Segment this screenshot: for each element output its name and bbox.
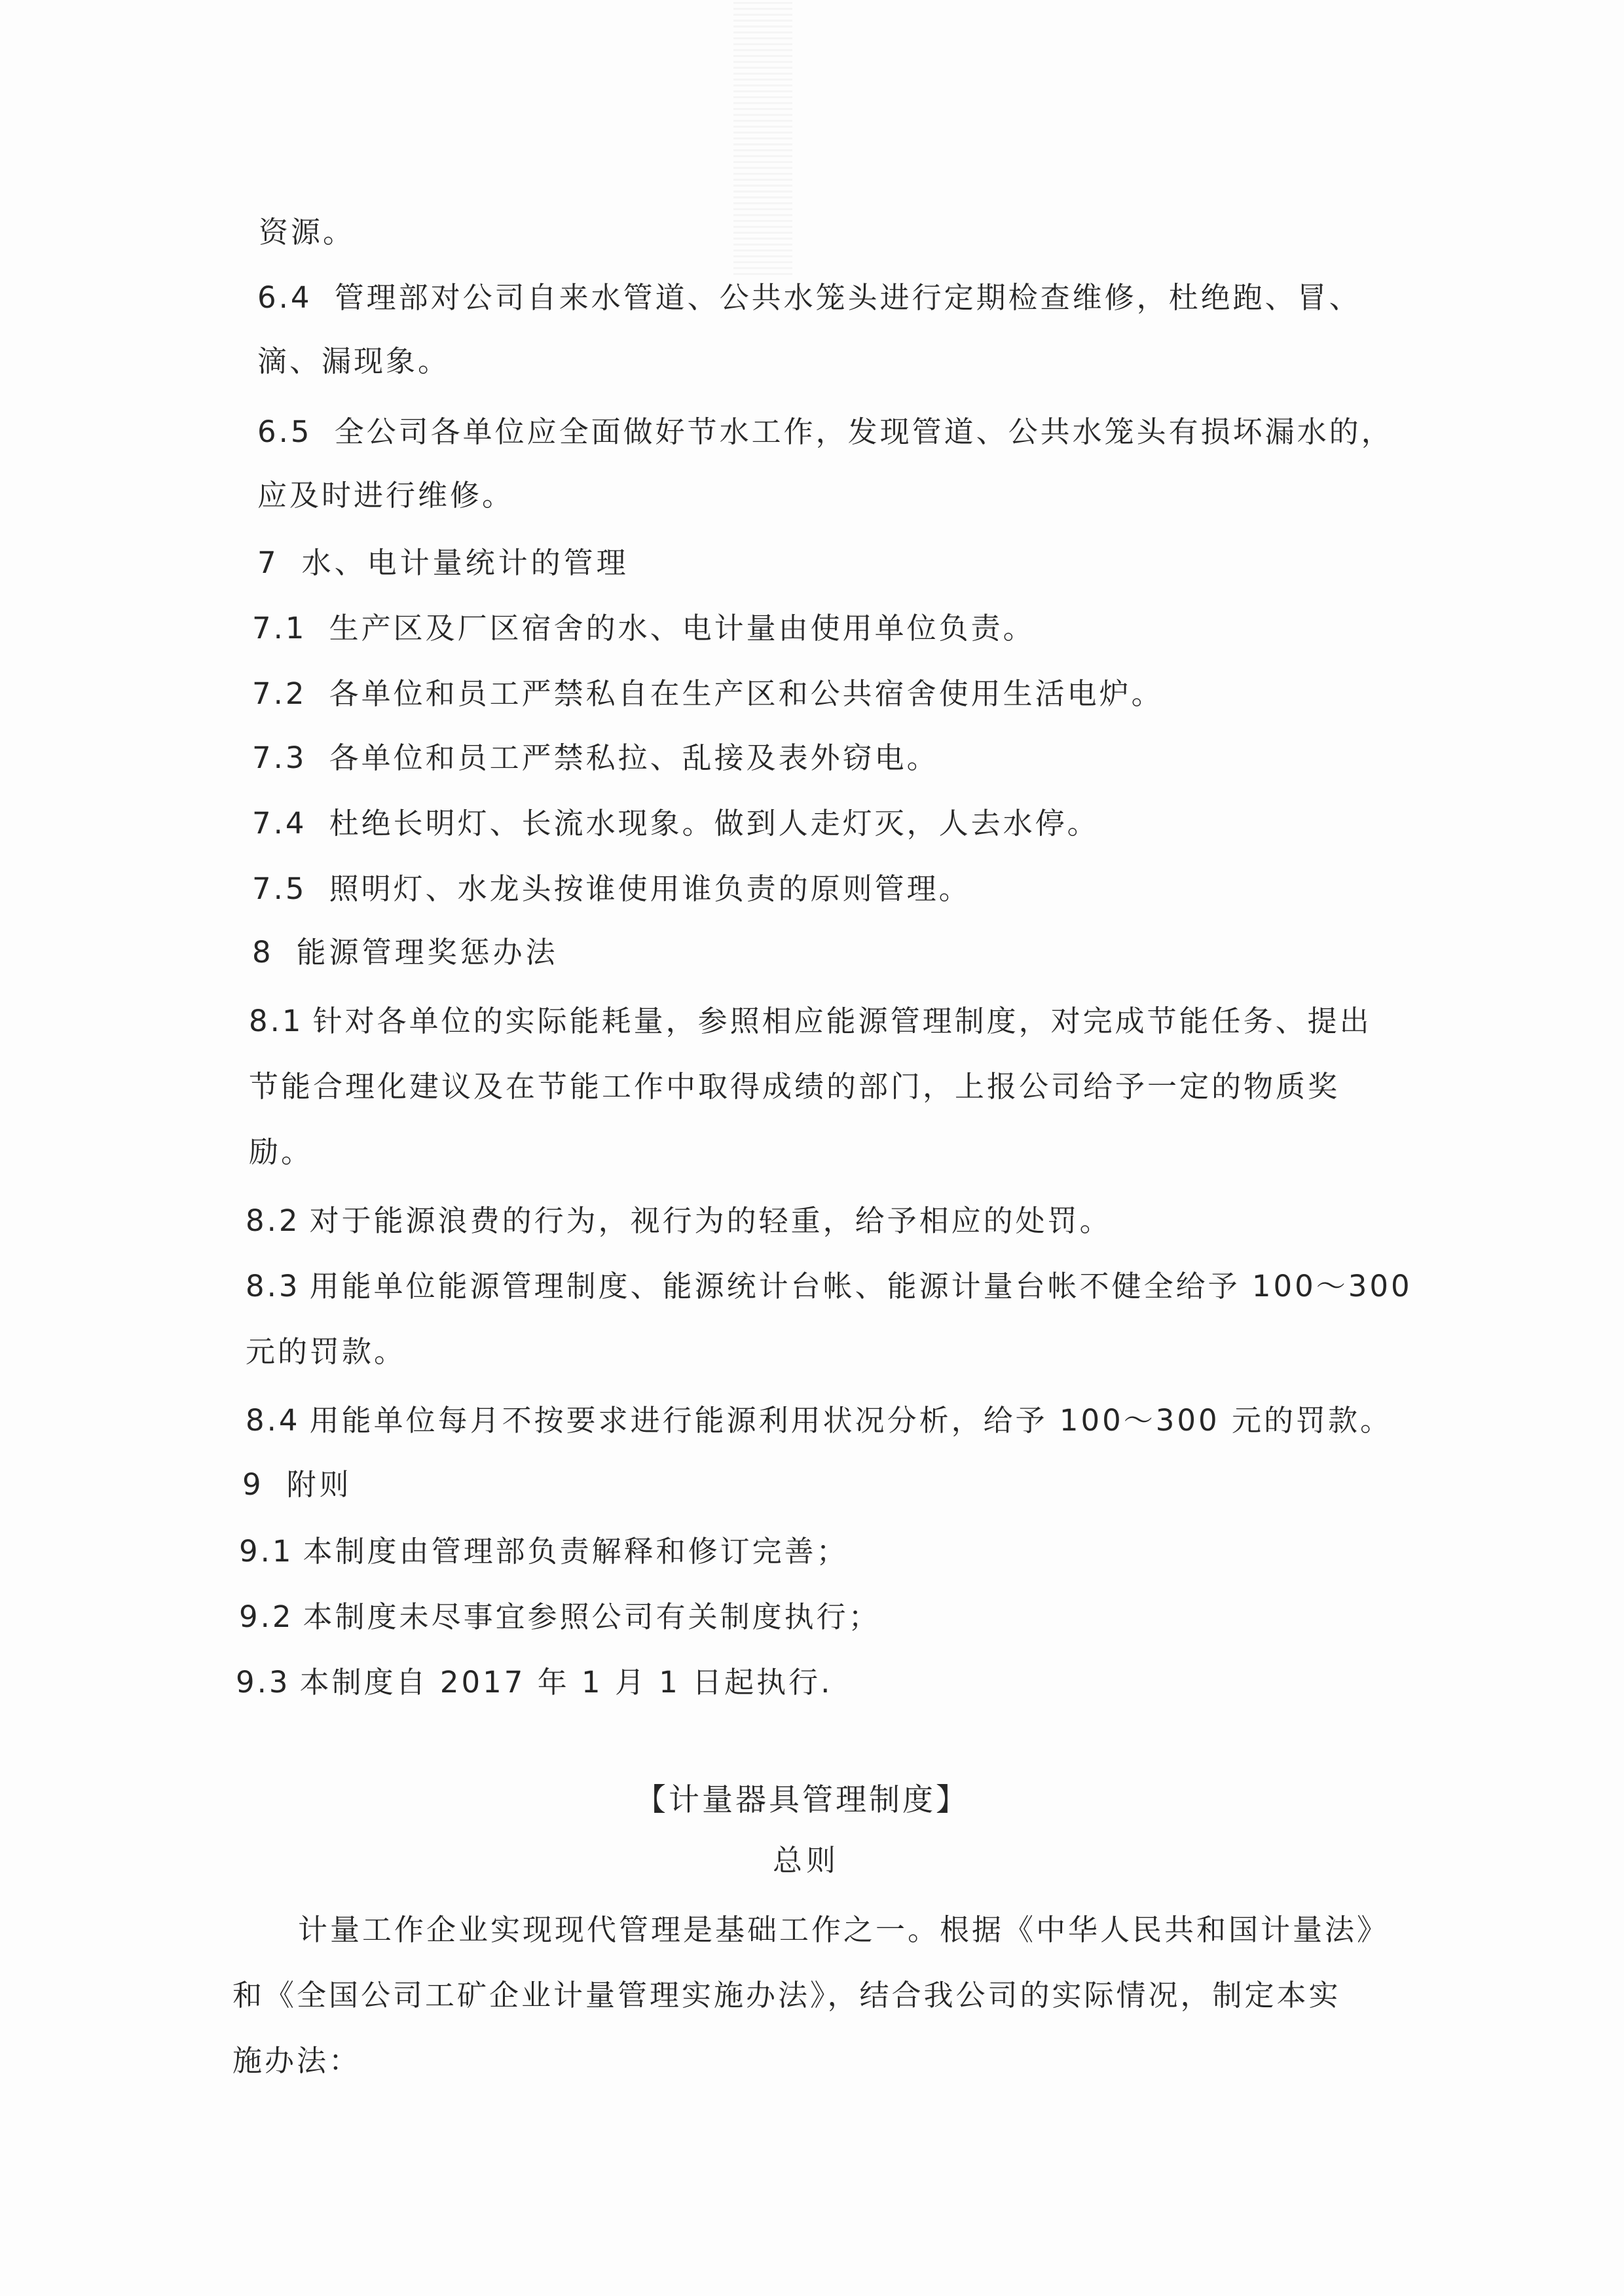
paragraph-line: 施办法： [232, 2043, 361, 2078]
clause-7-2: 7.2 各单位和员工严禁私自在生产区和公共宿舍使用生活电炉。 [252, 676, 1164, 711]
section-heading-8: 8 能源管理奖惩办法 [252, 935, 559, 970]
clause-6-4: 6.4 管理部对公司自来水管道、公共水笼头进行定期检查维修，杜绝跑、冒、 [257, 280, 1361, 315]
clause-9-1: 9.1 本制度由管理部负责解释和修订完善； [239, 1534, 849, 1569]
clause-9-3: 9.3 本制度自 2017 年 1 月 1 日起执行. [236, 1665, 833, 1700]
section-subtitle: 总则 [773, 1843, 840, 1878]
scan-artifact [733, 0, 792, 275]
paragraph-line: 计量工作企业实现现代管理是基础工作之一。根据《中华人民共和国计量法》 [298, 1912, 1390, 1947]
clause-8-3: 8.3 用能单位能源管理制度、能源统计台帐、能源计量台帐不健全给予 100～300 [246, 1269, 1412, 1303]
section-heading-9: 9 附则 [242, 1467, 352, 1502]
paragraph-line: 滴、漏现象。 [257, 344, 451, 378]
section-heading-7: 7 水、电计量统计的管理 [257, 545, 629, 580]
clause-7-1: 7.1 生产区及厂区宿舍的水、电计量由使用单位负责。 [252, 611, 1035, 646]
clause-7-5: 7.5 照明灯、水龙头按谁使用谁负责的原则管理。 [252, 871, 971, 906]
section-title: 【计量器具管理制度】 [635, 1782, 969, 1818]
clause-6-5: 6.5 全公司各单位应全面做好节水工作，发现管道、公共水笼头有损坏漏水的， [257, 414, 1393, 449]
clause-8-2: 8.2 对于能源浪费的行为，视行为的轻重，给予相应的处罚。 [246, 1203, 1112, 1238]
paragraph-line: 励。 [249, 1135, 314, 1169]
paragraph-line: 资源。 [259, 215, 356, 249]
clause-7-3: 7.3 各单位和员工严禁私拉、乱接及表外窃电。 [252, 740, 939, 775]
clause-7-4: 7.4 杜绝长明灯、长流水现象。做到人走灯灭，人去水停。 [252, 806, 1099, 841]
clause-8-1: 8.1 针对各单位的实际能耗量，参照相应能源管理制度，对完成节能任务、提出 [249, 1004, 1372, 1038]
paragraph-line: 节能合理化建议及在节能工作中取得成绩的部门，上报公司给予一定的物质奖 [249, 1069, 1340, 1104]
clause-9-2: 9.2 本制度未尽事宜参照公司有关制度执行； [239, 1599, 881, 1634]
paragraph-line: 元的罚款。 [246, 1334, 407, 1369]
paragraph-line: 和《全国公司工矿企业计量管理实施办法》，结合我公司的实际情况，制定本实 [232, 1978, 1341, 2013]
paragraph-line: 应及时进行维修。 [257, 478, 515, 513]
clause-8-4: 8.4 用能单位每月不按要求进行能源利用状况分析，给予 100～300 元的罚款。 [246, 1403, 1392, 1438]
